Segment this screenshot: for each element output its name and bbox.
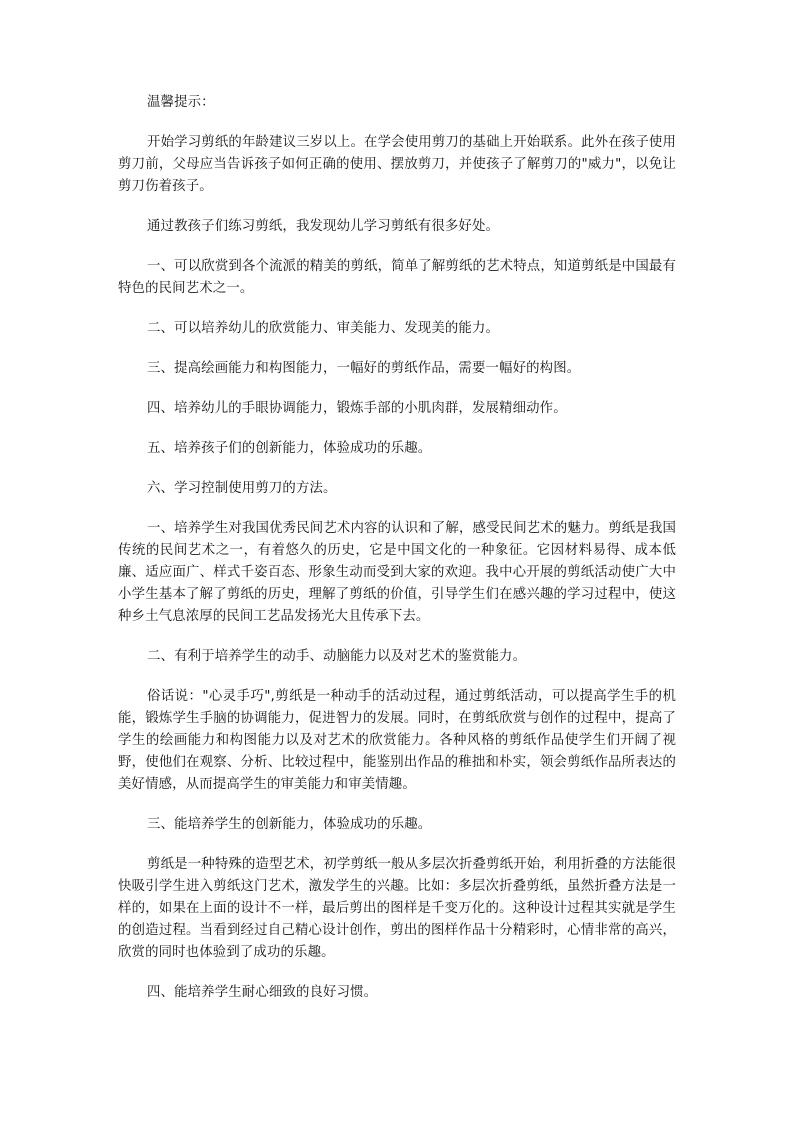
tips-heading: 温馨提示：: [147, 95, 215, 110]
document-body: [118, 92, 676, 1022]
paragraph-section-2-body: 俗话说："心灵手巧",剪纸是一种动手的活动过程，通过剪纸活动，可以提高学生手的机能，锻炼学生手脑的协调能力，促进智力的发展。同时，在剪纸欣赏与创作的过程中，提高了学生的绘画能力和构图能力以及对艺术的欣赏能力。各种风格的剪纸作品使学生们开阔了视野，使他们在观察、分析、比较过程中，能鉴别出作品的稚拙和朴实，领会剪纸作品所表达的美好情感，从而提高学生的审美能力和审美情趣。: [118, 689, 676, 792]
paragraph-section-3-heading: 三、能培养学生的创新能力，体验成功的乐趣。: [147, 817, 432, 832]
paragraph-section-1: 一、培养学生对我国优秀民间艺术内容的认识和了解，感受民间艺术的魅力。剪纸是我国传统的民间艺术之一，有着悠久的历史，它是中国文化的一种象征。它因材料易得、成本低廉、适应面广、样式千姿百态、形象生动而受到大家的欢迎。我中心开展的剪纸活动使广大中小学生基本了解了剪纸的历史，理解了剪纸的价值，引导学生们在感兴趣的学习过程中，使这种乡土气息浓厚的民间工艺品发扬光大且传承下去。: [118, 521, 676, 624]
paragraph-intro: 通过教孩子们练习剪纸，我发现幼儿学习剪纸有很多好处。: [147, 219, 500, 234]
paragraph-benefit-1: 一、可以欣赏到各个流派的精美的剪纸，简单了解剪纸的艺术特点，知道剪纸是中国最有特色的民间艺术之一。: [118, 259, 676, 296]
paragraph-section-3-body: 剪纸是一种特殊的造型艺术，初学剪纸一般从多层次折叠剪纸开始，利用折叠的方法能很快吸引学生进入剪纸这门艺术，激发学生的兴趣。比如：多层次折叠剪纸，虽然折叠方法是一样的，如果在上面的设计不一样，最后剪出的图样是千变万化的。这种设计过程其实就是学生的创造过程。当看到经过自己精心设计创作，剪出的图样作品十分精彩时，心情非常的高兴，欣赏的同时也体验到了成功的乐趣。: [118, 857, 676, 960]
paragraph-benefit-6: 六、学习控制使用剪刀的方法。: [147, 481, 337, 496]
paragraph-section-4-heading: 四、能培养学生耐心细致的良好习惯。: [147, 985, 378, 1000]
paragraph-section-2-heading: 二、有利于培养学生的动手、动脑能力以及对艺术的鉴赏能力。: [147, 649, 527, 664]
paragraph-age-advice: 开始学习剪纸的年龄建议三岁以上。在学会使用剪刀的基础上开始联系。此外在孩子使用剪刀前，父母应当告诉孩子如何正确的使用、摆放剪刀，并使孩子了解剪刀的"威力"，以免让剪刀伤着孩子。: [118, 135, 676, 194]
paragraph-benefit-3: 三、提高绘画能力和构图能力，一幅好的剪纸作品，需要一幅好的构图。: [147, 361, 581, 376]
paragraph-benefit-4: 四、培养幼儿的手眼协调能力，锻炼手部的小肌肉群，发展精细动作。: [147, 401, 567, 416]
paragraph-benefit-5: 五、培养孩子们的创新能力，体验成功的乐趣。: [147, 441, 432, 456]
paragraph-benefit-2: 二、可以培养幼儿的欣赏能力、审美能力、发现美的能力。: [147, 321, 500, 336]
